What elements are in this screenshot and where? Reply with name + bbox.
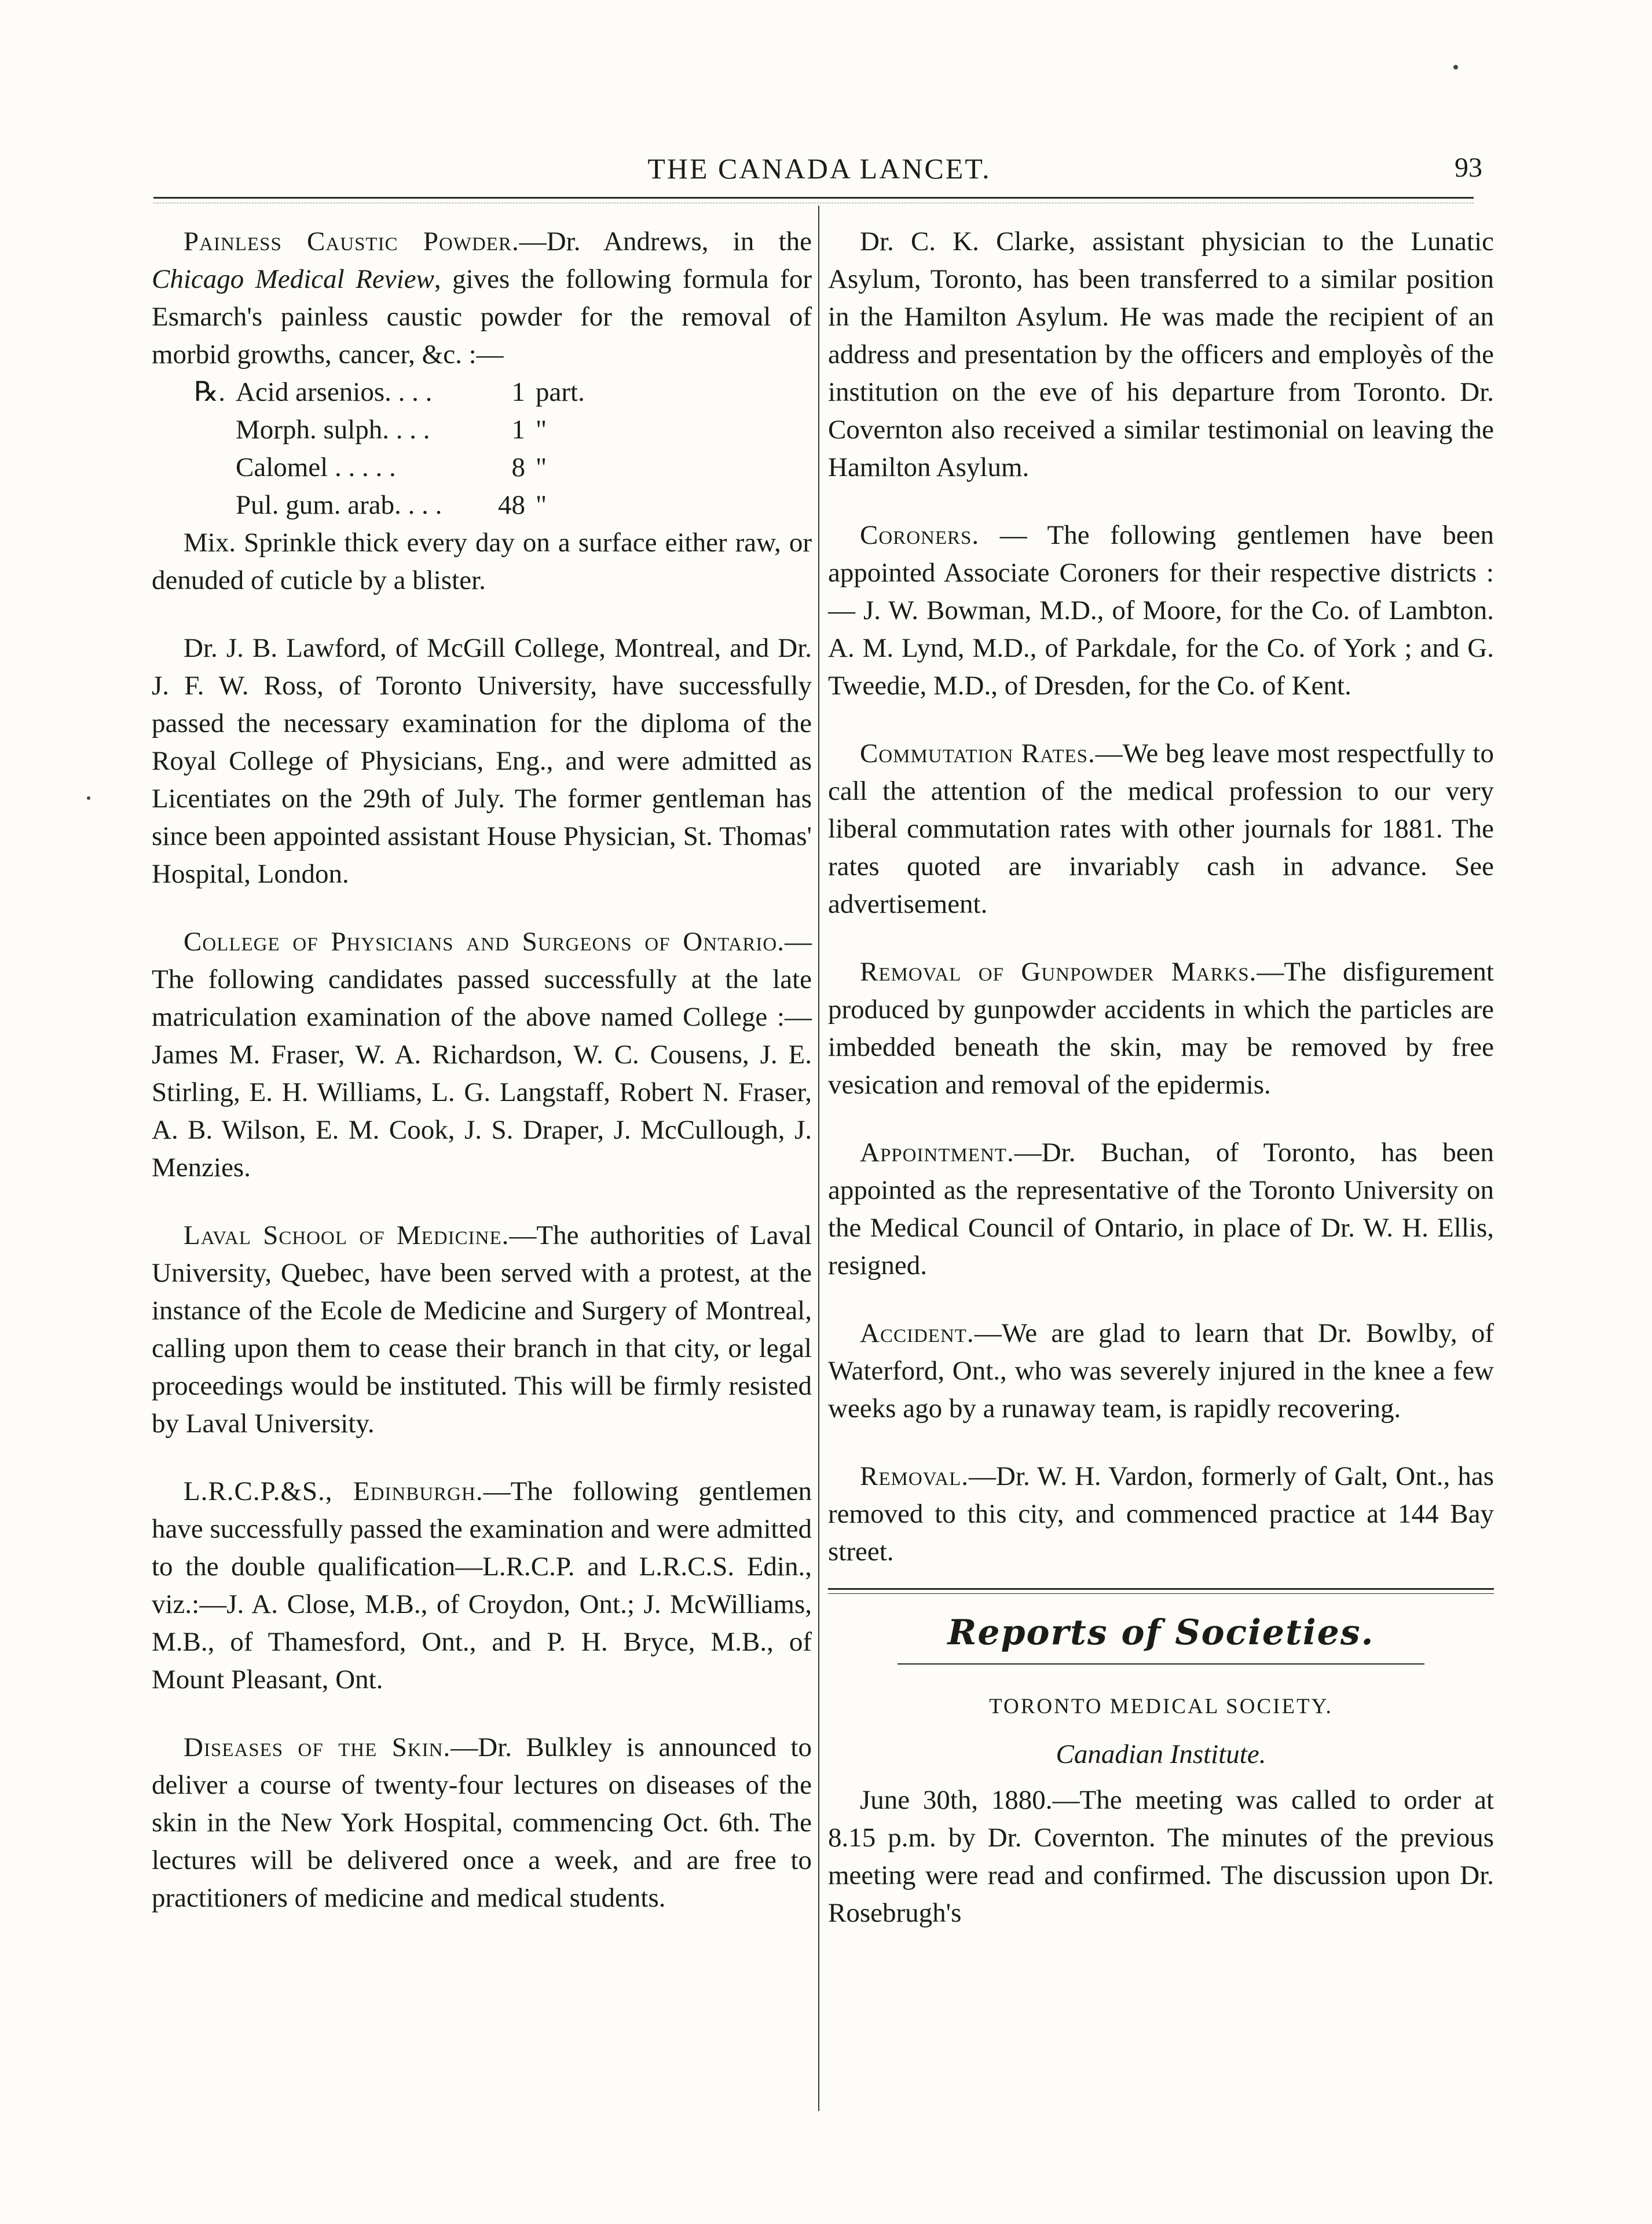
skin-paragraph [152, 1729, 812, 1917]
ingredient-unit: " [536, 490, 547, 520]
mix-instructions: Mix. Sprinkle thick every day on a surface either raw, or denuded of cuticle by a blister. [152, 528, 812, 595]
section-title: Coroners. [860, 520, 980, 550]
recipe-symbol: ℞. [194, 377, 225, 407]
header-rule [153, 197, 1474, 199]
ingredient-unit: " [536, 452, 547, 482]
removal-paragraph [828, 1458, 1494, 1571]
ingredient-quantity: 8 [511, 452, 525, 482]
ingredient-quantity: 1 [511, 415, 525, 445]
print-speck [1453, 65, 1458, 70]
left-column [152, 223, 812, 1947]
painless-caustic-paragraph [152, 223, 812, 374]
college-paragraph [152, 923, 812, 1187]
accident-paragraph [828, 1315, 1494, 1428]
paragraph-text: —Dr. Andrews, in the [519, 226, 812, 257]
gunpowder-paragraph [828, 953, 1494, 1104]
paragraph-text: —Dr. Buchan, of Toronto, has been appointed as the representative of the Toronto University on the Medical Council of Ontario, in place of Dr. W. H. Ellis, resigned. [828, 1137, 1494, 1281]
section-title: Painless Caustic Powder. [184, 226, 519, 257]
paragraph-text: —We beg leave most respectfully to call the attention of the medical profession to our very liberal commutation rates with other journals for 1881. The rates quoted are invariably cash in advance. See advertisement. [828, 738, 1494, 919]
prescription-row [152, 487, 812, 524]
commutation-paragraph [828, 735, 1494, 923]
lrcp-paragraph [152, 1473, 812, 1699]
paragraph-text: , gives the following formula for Esmarch's painless caustic powder for the removal of morbid growths, cancer, &c. :— [152, 264, 812, 370]
section-title: Removal of Gunpowder Marks. [860, 957, 1257, 987]
section-rule-thin [828, 1593, 1494, 1594]
paragraph-text: — The following gentlemen have been appointed Associate Coroners for their respective districts : — J. W. Bowman, M.D., of Moore, for the Co. of Lambton. A. M. Lynd, M.D., of Parkdale, for the Co. of York ; and G. Tweedie, M.D., of Dresden, for the Co. of Kent. [828, 520, 1494, 701]
print-speck [87, 796, 90, 800]
section-title: Laval School of Medicine. [184, 1220, 510, 1250]
journal-name: Chicago Medical Review [152, 264, 434, 294]
section-rule [828, 1588, 1494, 1590]
running-header [153, 152, 1485, 192]
section-title: Accident. [860, 1318, 975, 1348]
reports-of-societies-heading: Reports of Societies. [947, 1612, 1375, 1653]
meeting-paragraph: June 30th, 1880.—The meeting was called to order at 8.15 p.m. by Dr. Covernton. The minutes of the previous meeting were read and confirmed. The discussion upon Dr. Rosebrugh's [828, 1785, 1494, 1928]
section-title: Removal. [860, 1461, 969, 1491]
right-column [828, 223, 1494, 1962]
paragraph-text: —The following candidates passed successfully at the late matriculation examination of the above named College :—James M. Fraser, W. A. Richardson, W. C. Cousens, J. E. Stirling, E. H. Williams, L. G. Langstaff, Robert N. Fraser, A. B. Wilson, E. M. Cook, J. S. Draper, J. McCullough, J. Menzies. [152, 927, 812, 1183]
ingredient-quantity: 48 [498, 490, 525, 520]
page-number: 93 [1455, 152, 1482, 183]
journal-title: THE CANADA LANCET. [647, 152, 991, 185]
society-venue: Canadian Institute. [1056, 1739, 1266, 1769]
appointment-paragraph [828, 1134, 1494, 1285]
paragraph-text: —We are glad to learn that Dr. Bowlby, of Waterford, Ont., who was severely injured in the knee a few weeks ago by a runaway team, is rapidly recovering. [828, 1318, 1494, 1424]
ingredient-name: Morph. sulph. . . . [236, 415, 430, 445]
ingredient-quantity: 1 [511, 377, 525, 407]
paragraph-text: —Dr. Bulkley is announced to deliver a course of twenty-four lectures on diseases of the skin in the New York Hospital, commencing Oct. 6th. The lectures will be delivered once a week, and are free to practitioners of medicine and medical students. [152, 1732, 812, 1913]
society-name: TORONTO MEDICAL SOCIETY. [989, 1695, 1333, 1718]
coroners-paragraph [828, 517, 1494, 705]
section-title: Diseases of the Skin. [184, 1732, 451, 1762]
paragraph-text: —Dr. W. H. Vardon, formerly of Galt, Ont., has removed to this city, and commenced practice at 144 Bay street. [828, 1461, 1494, 1567]
lawford-paragraph: Dr. J. B. Lawford, of McGill College, Montreal, and Dr. J. F. W. Ross, of Toronto University, have successfully passed the necessary examination for the diploma of the Royal College of Physicians, Eng., and were admitted as Licentiates on the 29th of July. The former gentleman has since been appointed assistant House Physician, St. Thomas' Hospital, London. [152, 633, 812, 889]
prescription-row [152, 411, 812, 449]
laval-paragraph [152, 1217, 812, 1443]
heading-underline [898, 1663, 1424, 1665]
prescription-row [152, 374, 812, 411]
prescription-row [152, 449, 812, 487]
column-divider [818, 206, 819, 2111]
section-title: Appointment. [860, 1137, 1014, 1168]
ingredient-name: Acid arsenios. . . . [236, 377, 433, 407]
section-title: L.R.C.P.&S., Edinburgh. [184, 1476, 483, 1506]
paragraph-text: —The disfigurement produced by gunpowder accidents in which the particles are imbedded beneath the skin, may be removed by free vesication and removal of the epidermis. [828, 957, 1494, 1100]
ingredient-unit: part. [536, 377, 585, 407]
paragraph-text: —The following gentlemen have successfully passed the examination and were admitted to the double qualification—L.R.C.P. and L.R.C.S. Edin., viz.:—J. A. Close, M.B., of Croydon, Ont.; J. McWilliams, M.B., of Thamesford, Ont., and P. H. Bryce, M.B., of Mount Pleasant, Ont. [152, 1476, 812, 1695]
ingredient-name: Pul. gum. arab. . . . [236, 490, 442, 520]
prescription-list [152, 374, 812, 524]
ingredient-name: Calomel . . . . . [236, 452, 396, 482]
clarke-paragraph: Dr. C. K. Clarke, assistant physician to the Lunatic Asylum, Toronto, has been transferred to a similar position in the Hamilton Asylum. He was made the recipient of an address and presentation by the officers and employès of the institution on the eve of his departure from Toronto. Dr. Covernton also received a similar testimonial on leaving the Hamilton Asylum. [828, 226, 1494, 482]
section-title: Commutation Rates. [860, 738, 1096, 769]
ingredient-unit: " [536, 415, 547, 445]
section-title: College of Physicians and Surgeons of Ontario. [184, 927, 785, 957]
paragraph-text: —The authorities of Laval University, Quebec, have been served with a protest, at the instance of the Ecole de Medicine and Surgery of Montreal, calling upon them to cease their branch in that city, or legal proceedings would be instituted. This will be firmly resisted by Laval University. [152, 1220, 812, 1439]
